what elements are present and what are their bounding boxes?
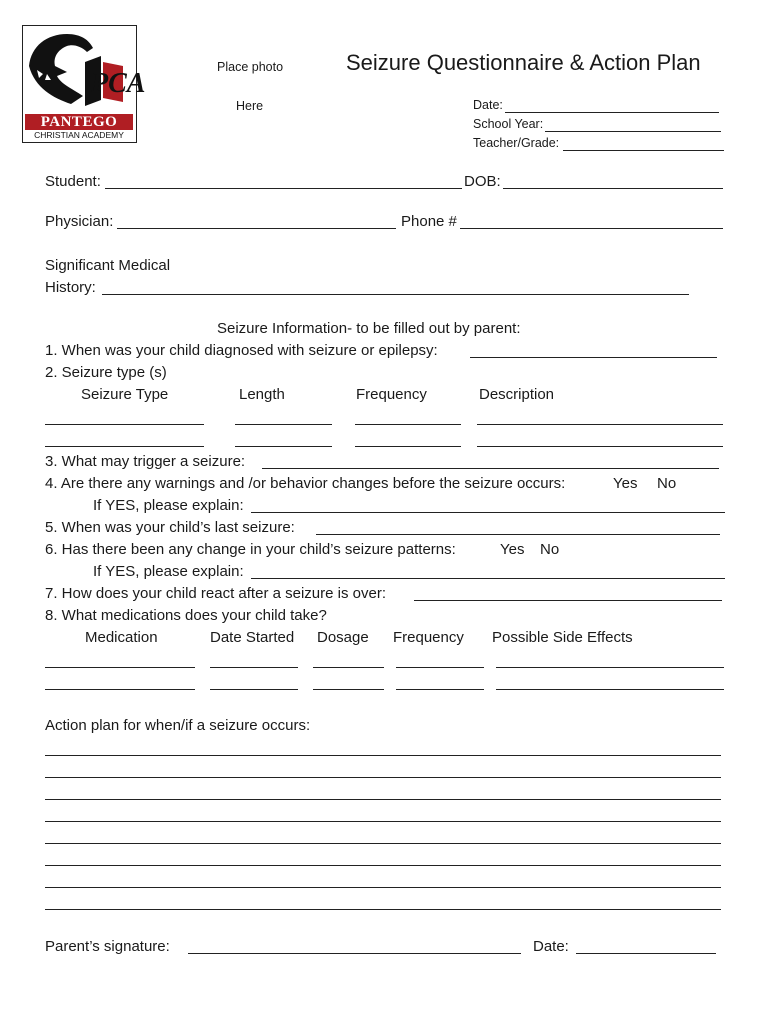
type-row2-length[interactable] xyxy=(235,446,332,447)
question-5: 5. When was your child’s last seizure: xyxy=(45,519,295,536)
col-length: Length xyxy=(239,386,285,403)
med-row1-dosage[interactable] xyxy=(313,667,384,668)
col-side-effects: Possible Side Effects xyxy=(492,629,633,646)
col-frequency: Frequency xyxy=(356,386,427,403)
question-1: 1. When was your child diagnosed with seizure or epilepsy: xyxy=(45,342,438,359)
question-6: 6. Has there been any change in your child’s seizure patterns: xyxy=(45,541,456,558)
med-row2-side-effects[interactable] xyxy=(496,689,724,690)
type-row2-type[interactable] xyxy=(45,446,204,447)
col-description: Description xyxy=(479,386,555,403)
col-dosage: Dosage xyxy=(317,629,369,646)
teacher-grade-field[interactable] xyxy=(473,136,724,151)
date-label: Date: xyxy=(473,98,503,112)
photo-placeholder-line2: Here xyxy=(236,99,264,113)
action-plan-line[interactable] xyxy=(45,909,721,910)
q4-explain-line[interactable] xyxy=(251,512,725,513)
history-label-line2: History: xyxy=(45,279,96,296)
footer-date-line[interactable] xyxy=(576,953,716,954)
signature-line[interactable] xyxy=(188,953,521,954)
q6-explain-label: If YES, please explain: xyxy=(93,563,244,580)
q4-explain-label: If YES, please explain: xyxy=(93,497,244,514)
logo-monogram: PCA xyxy=(91,68,146,99)
date-field[interactable] xyxy=(473,98,719,113)
school-year-field[interactable] xyxy=(473,117,721,132)
action-plan-line[interactable] xyxy=(45,887,721,888)
student-label: Student: xyxy=(45,173,101,190)
page-title: Seizure Questionnaire & Action Plan xyxy=(346,50,701,75)
col-med-frequency: Frequency xyxy=(393,629,464,646)
action-plan-line[interactable] xyxy=(45,799,721,800)
action-plan-line[interactable] xyxy=(45,755,721,756)
question-4: 4. Are there any warnings and /or behavior changes before the seizure occurs: xyxy=(45,475,566,492)
dob-label: DOB: xyxy=(464,173,501,190)
type-row2-frequency[interactable] xyxy=(355,446,461,447)
med-row2-date[interactable] xyxy=(210,689,298,690)
school-year-label: School Year: xyxy=(473,117,544,131)
type-row2-description[interactable] xyxy=(477,446,723,447)
action-plan-line[interactable] xyxy=(45,821,721,822)
med-row1-date[interactable] xyxy=(210,667,298,668)
photo-placeholder-line1: Place photo xyxy=(217,60,284,74)
med-row2-dosage[interactable] xyxy=(313,689,384,690)
med-row2-medication[interactable] xyxy=(45,689,195,690)
type-row1-frequency[interactable] xyxy=(355,424,461,425)
student-line[interactable] xyxy=(105,188,462,189)
col-date-started: Date Started xyxy=(210,629,295,646)
section-title: Seizure Information- to be filled out by parent: xyxy=(217,320,521,337)
med-row1-side-effects[interactable] xyxy=(496,667,724,668)
med-row2-frequency[interactable] xyxy=(396,689,484,690)
school-year-line[interactable] xyxy=(545,131,721,132)
question-2: 2. Seizure type (s) xyxy=(45,364,167,381)
type-row1-length[interactable] xyxy=(235,424,332,425)
col-seizure-type: Seizure Type xyxy=(81,386,169,403)
question-8: 8. What medications does your child take? xyxy=(45,607,327,624)
date-line[interactable] xyxy=(505,112,719,113)
dob-line[interactable] xyxy=(503,188,723,189)
q4-no[interactable]: No xyxy=(657,475,677,492)
q1-answer-line[interactable] xyxy=(470,357,717,358)
history-line[interactable] xyxy=(102,294,689,295)
action-plan-line[interactable] xyxy=(45,777,721,778)
teacher-grade-line[interactable] xyxy=(563,150,724,151)
logo-brand: PANTEGO xyxy=(25,114,133,130)
phone-line[interactable] xyxy=(460,228,723,229)
med-row1-medication[interactable] xyxy=(45,667,195,668)
panther-logo-icon xyxy=(23,26,146,116)
q6-explain-line[interactable] xyxy=(251,578,725,579)
question-7: 7. How does your child react after a seizure is over: xyxy=(45,585,386,602)
med-row1-frequency[interactable] xyxy=(396,667,484,668)
action-plan-line[interactable] xyxy=(45,843,721,844)
school-logo xyxy=(22,25,146,143)
q5-answer-line[interactable] xyxy=(316,534,720,535)
action-plan-title: Action plan for when/if a seizure occurs: xyxy=(45,717,311,734)
type-row1-type[interactable] xyxy=(45,424,204,425)
signature-label: Parent’s signature: xyxy=(45,938,170,955)
q4-yes[interactable]: Yes xyxy=(613,475,638,492)
footer-date-label: Date: xyxy=(533,938,569,955)
q3-answer-line[interactable] xyxy=(262,468,719,469)
question-3: 3. What may trigger a seizure: xyxy=(45,453,246,470)
teacher-grade-label: Teacher/Grade: xyxy=(473,136,560,150)
action-plan-line[interactable] xyxy=(45,865,721,866)
col-medication: Medication xyxy=(85,629,158,646)
q7-answer-line[interactable] xyxy=(414,600,722,601)
phone-label: Phone # xyxy=(401,213,457,230)
q6-no[interactable]: No xyxy=(540,541,560,558)
logo-subtitle: CHRISTIAN ACADEMY xyxy=(34,130,124,140)
q6-yes[interactable]: Yes xyxy=(500,541,525,558)
history-label-line1: Significant Medical xyxy=(45,257,171,274)
type-row1-description[interactable] xyxy=(477,424,723,425)
physician-label: Physician: xyxy=(45,213,114,230)
physician-line[interactable] xyxy=(117,228,396,229)
